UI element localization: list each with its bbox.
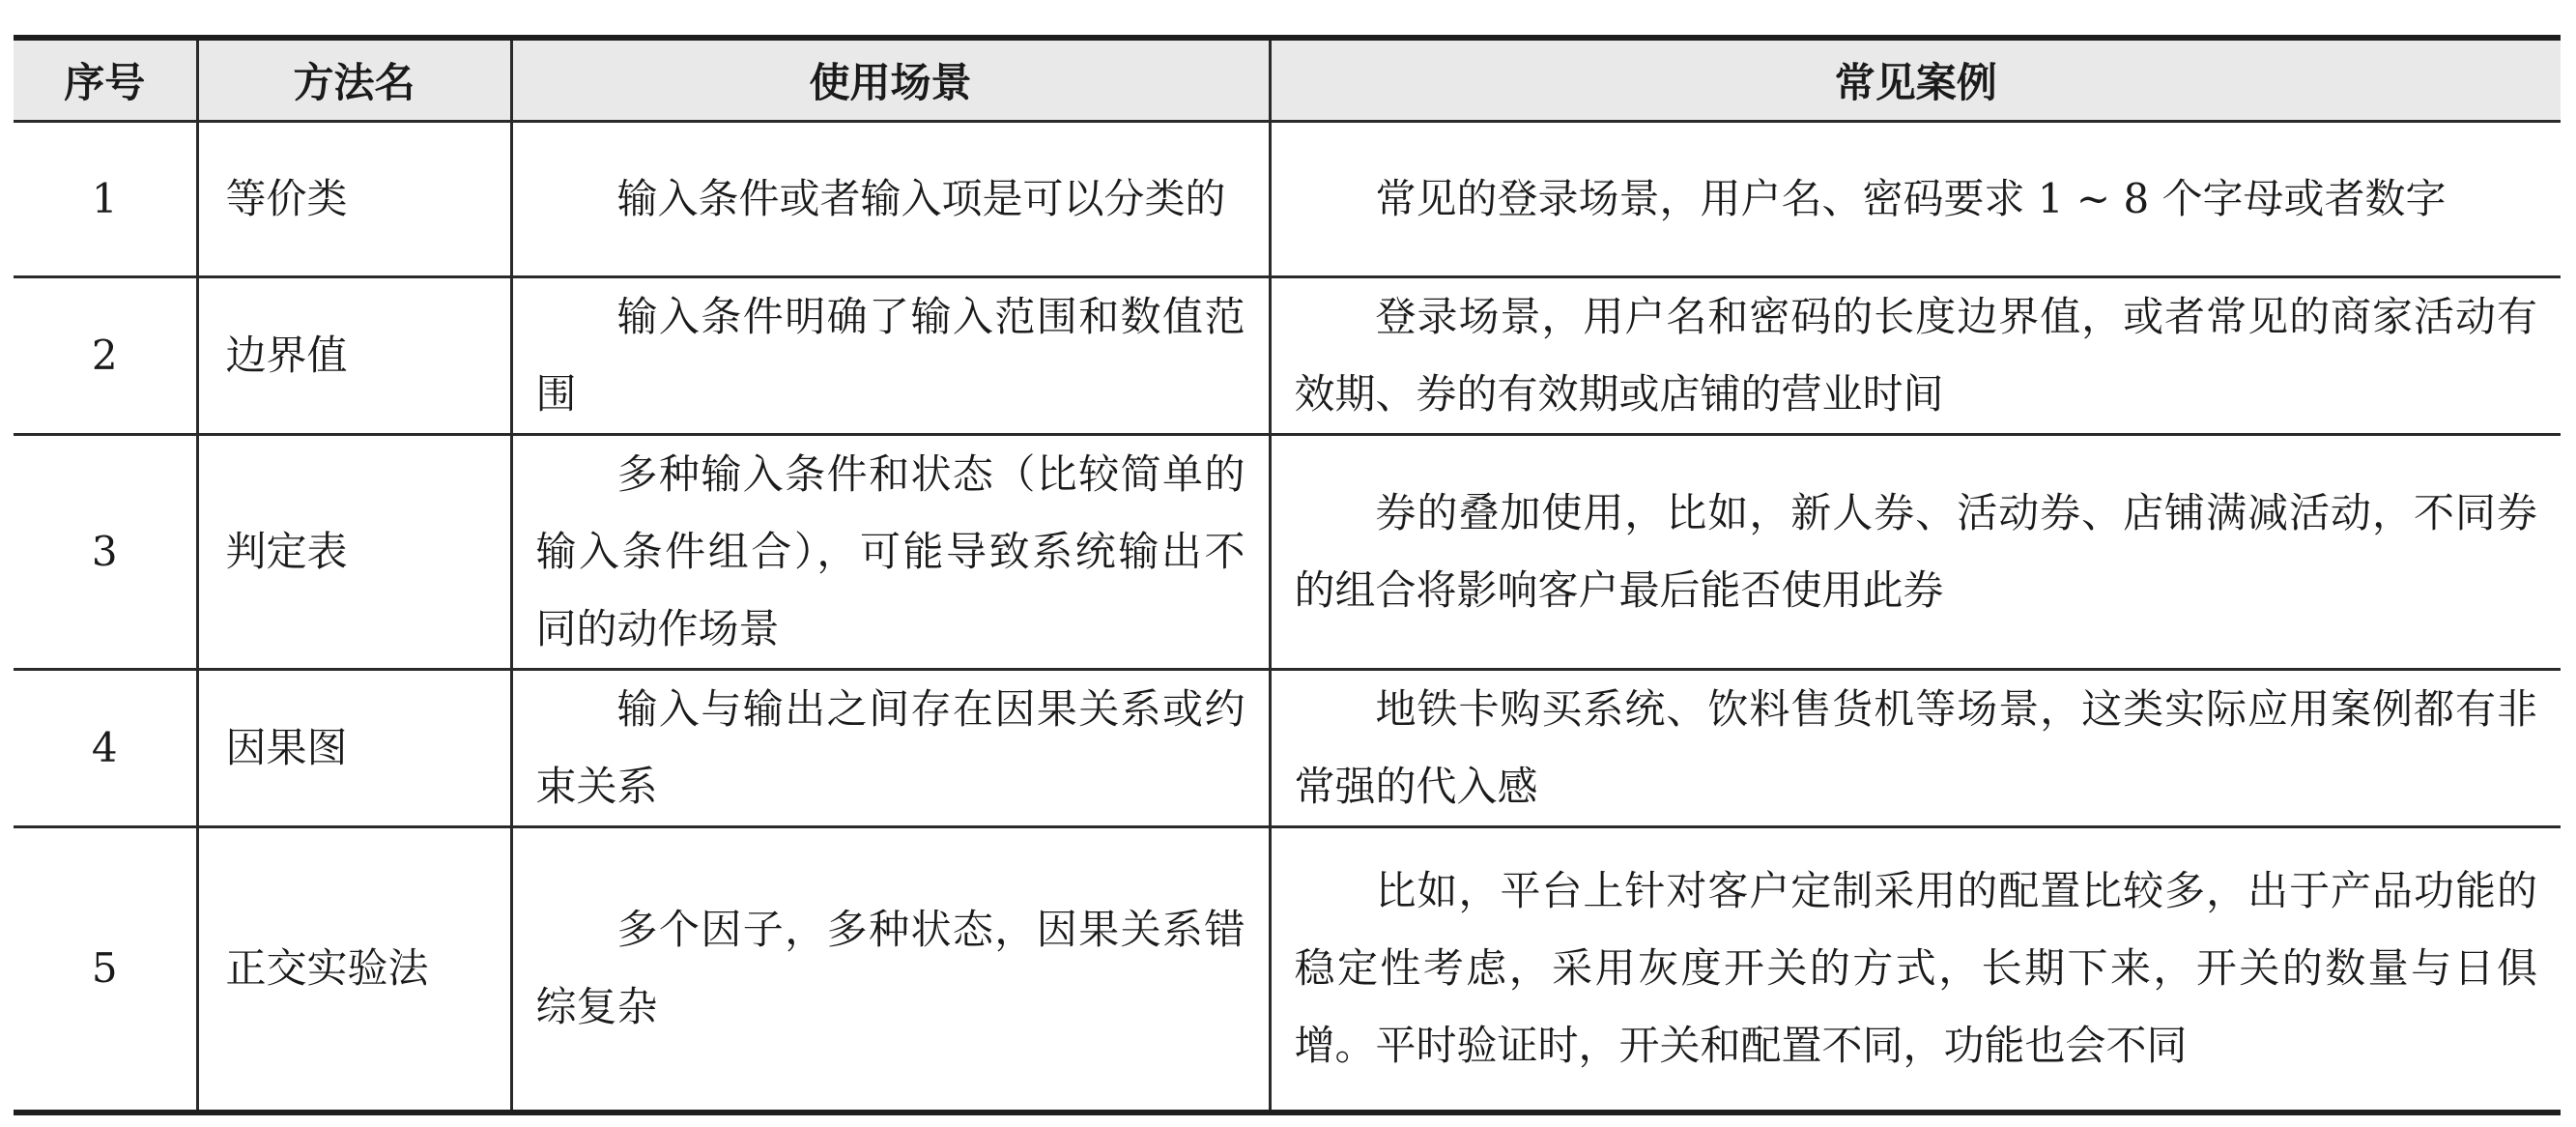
row-scenario: 多种输入条件和状态（比较简单的输入条件组合），可能导致系统输出不同的动作场景 <box>511 434 1270 669</box>
row-case: 券的叠加使用，比如，新人券、活动券、店铺满减活动，不同券的组合将影响客户最后能否使用此券 <box>1270 434 2561 669</box>
row-method: 正交实验法 <box>197 826 511 1113</box>
test-methods-table-container <box>14 35 2561 1115</box>
header-row <box>14 38 2561 121</box>
header-scenario: 使用场景 <box>511 38 1270 121</box>
row-index: 3 <box>14 434 197 669</box>
table-row <box>14 121 2561 276</box>
row-index: 5 <box>14 826 197 1113</box>
row-case: 比如，平台上针对客户定制采用的配置比较多，出于产品功能的稳定性考虑，采用灰度开关的方式，长期下来，开关的数量与日俱增。平时验证时，开关和配置不同，功能也会不同 <box>1270 826 2561 1113</box>
row-case: 常见的登录场景，用户名、密码要求 1 ~ 8 个字母或者数字 <box>1270 121 2561 276</box>
header-case: 常见案例 <box>1270 38 2561 121</box>
row-index: 1 <box>14 121 197 276</box>
header-method: 方法名 <box>197 38 511 121</box>
row-case: 登录场景，用户名和密码的长度边界值，或者常见的商家活动有效期、券的有效期或店铺的营业时间 <box>1270 276 2561 434</box>
row-scenario: 输入条件明确了输入范围和数值范围 <box>511 276 1270 434</box>
row-method: 等价类 <box>197 121 511 276</box>
row-method: 因果图 <box>197 669 511 826</box>
test-methods-table <box>14 35 2561 1115</box>
row-scenario: 多个因子，多种状态，因果关系错综复杂 <box>511 826 1270 1113</box>
row-method: 边界值 <box>197 276 511 434</box>
row-scenario: 输入条件或者输入项是可以分类的 <box>511 121 1270 276</box>
table-header <box>14 38 2561 121</box>
header-index: 序号 <box>14 38 197 121</box>
table-body <box>14 121 2561 1113</box>
row-case: 地铁卡购买系统、饮料售货机等场景，这类实际应用案例都有非常强的代入感 <box>1270 669 2561 826</box>
table-row <box>14 826 2561 1113</box>
row-index: 2 <box>14 276 197 434</box>
row-scenario: 输入与输出之间存在因果关系或约束关系 <box>511 669 1270 826</box>
table-row <box>14 434 2561 669</box>
table-row <box>14 669 2561 826</box>
row-method: 判定表 <box>197 434 511 669</box>
row-index: 4 <box>14 669 197 826</box>
table-row <box>14 276 2561 434</box>
